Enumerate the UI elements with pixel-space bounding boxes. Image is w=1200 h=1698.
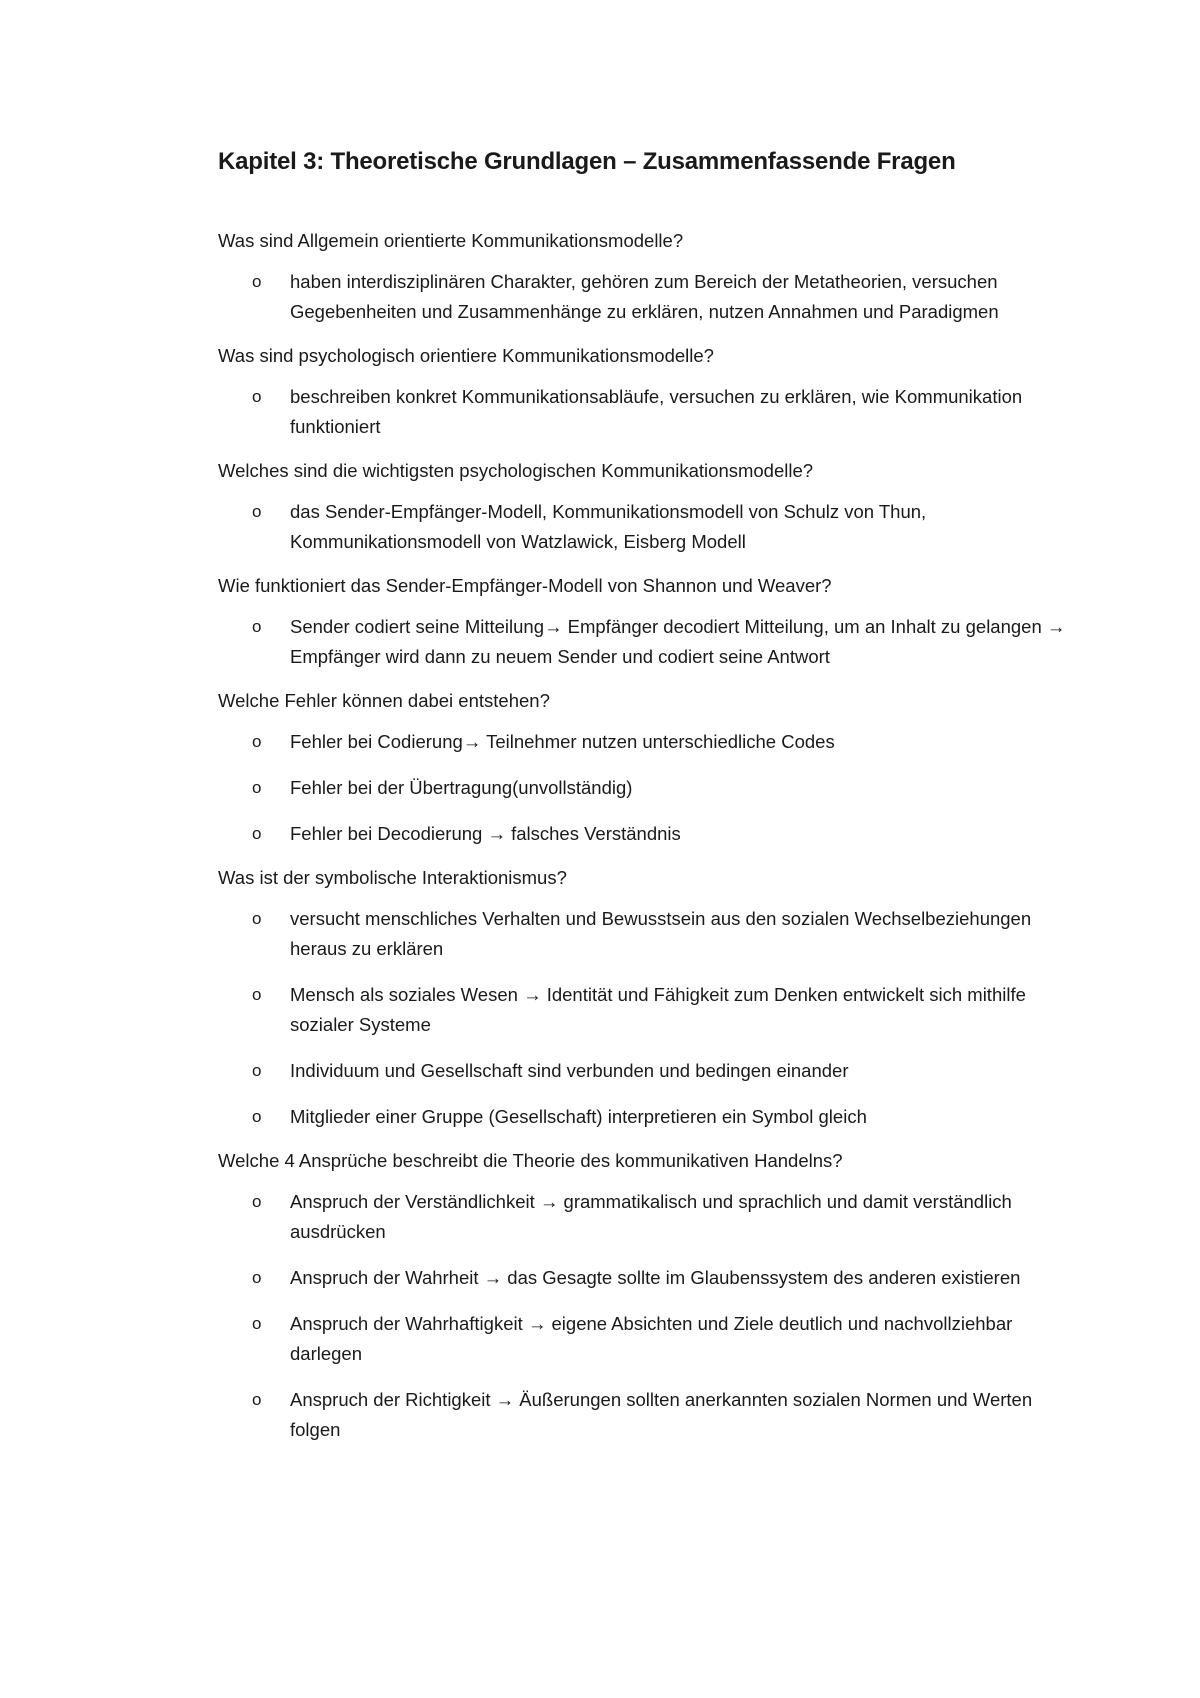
answer-item xyxy=(218,904,1078,964)
answer-text: Anspruch der Verständlichkeit → grammatikalisch und sprachlich und damit verständlich ausdrücken xyxy=(290,1191,1012,1242)
answer-text: Anspruch der Wahrhaftigkeit → eigene Absichten und Ziele deutlich und nachvollziehbar darlegen xyxy=(290,1313,1013,1364)
circle-bullet-icon: o xyxy=(252,1061,262,1080)
circle-bullet-icon: o xyxy=(252,824,262,843)
answer-item xyxy=(218,1187,1078,1247)
circle-bullet-icon: o xyxy=(252,985,262,1004)
question-list xyxy=(218,226,1078,1445)
question-text: Was sind Allgemein orientierte Kommunikationsmodelle? xyxy=(218,230,684,251)
answer-item xyxy=(218,1309,1078,1369)
answer-item xyxy=(218,819,1078,849)
document-content xyxy=(218,146,1078,1459)
answer-item xyxy=(218,1263,1078,1293)
answer-text: das Sender-Empfänger-Modell, Kommunikationsmodell von Schulz von Thun, Kommunikationsmodell von Watzlawick, Eisberg Modell xyxy=(290,501,927,552)
circle-bullet-icon: o xyxy=(252,1314,262,1333)
circle-bullet-icon: o xyxy=(252,1192,262,1211)
answer-item xyxy=(218,267,1078,327)
answer-item xyxy=(218,1385,1078,1445)
answer-item xyxy=(218,773,1078,803)
answer-text: beschreiben konkret Kommunikationsabläufe, versuchen zu erklären, wie Kommunikation funktioniert xyxy=(290,386,1023,437)
answer-list xyxy=(218,382,1078,442)
answer-text: Mitglieder einer Gruppe (Gesellschaft) interpretieren ein Symbol gleich xyxy=(290,1106,867,1127)
answer-text: Individuum und Gesellschaft sind verbunden und bedingen einander xyxy=(290,1060,849,1081)
answer-item xyxy=(218,382,1078,442)
answer-text: Sender codiert seine Mitteilung→ Empfänger decodiert Mitteilung, um an Inhalt zu gelangen → Empfänger wird dann zu neuem Sender und codiert seine Antwort xyxy=(290,616,1066,667)
answer-list xyxy=(218,497,1078,557)
answer-text: Fehler bei der Übertragung(unvollständig) xyxy=(290,777,633,798)
answer-text: Mensch als soziales Wesen → Identität und Fähigkeit zum Denken entwickelt sich mithilfe sozialer Systeme xyxy=(290,984,1026,1035)
circle-bullet-icon: o xyxy=(252,387,262,406)
answer-list xyxy=(218,727,1078,849)
circle-bullet-icon: o xyxy=(252,1107,262,1126)
question-text: Welche 4 Ansprüche beschreibt die Theorie des kommunikativen Handelns? xyxy=(218,1150,843,1171)
circle-bullet-icon: o xyxy=(252,502,262,521)
circle-bullet-icon: o xyxy=(252,272,262,291)
answer-item xyxy=(218,1102,1078,1132)
circle-bullet-icon: o xyxy=(252,1390,262,1409)
question-text: Was ist der symbolische Interaktionismus? xyxy=(218,867,567,888)
question-text: Welche Fehler können dabei entstehen? xyxy=(218,690,550,711)
answer-item xyxy=(218,1056,1078,1086)
answer-list xyxy=(218,612,1078,672)
answer-text: Anspruch der Wahrheit → das Gesagte sollte im Glaubenssystem des anderen existieren xyxy=(290,1267,1021,1288)
circle-bullet-icon: o xyxy=(252,732,262,751)
page-title: Kapitel 3: Theoretische Grundlagen – Zusammenfassende Fragen xyxy=(218,148,956,175)
answer-list xyxy=(218,1187,1078,1445)
answer-item xyxy=(218,980,1078,1040)
answer-text: Fehler bei Decodierung → falsches Verständnis xyxy=(290,823,681,844)
answer-text: haben interdisziplinären Charakter, gehören zum Bereich der Metatheorien, versuchen Gegebenheiten und Zusammenhänge zu erklären, nutzen Annahmen und Paradigmen xyxy=(290,271,999,322)
answer-text: Anspruch der Richtigkeit → Äußerungen sollten anerkannten sozialen Normen und Werten folgen xyxy=(290,1389,1033,1440)
answer-text: versucht menschliches Verhalten und Bewusstsein aus den sozialen Wechselbeziehungen heraus zu erklären xyxy=(290,908,1032,959)
answer-list xyxy=(218,904,1078,1132)
answer-item xyxy=(218,497,1078,557)
circle-bullet-icon: o xyxy=(252,909,262,928)
circle-bullet-icon: o xyxy=(252,1268,262,1287)
question-text: Was sind psychologisch orientiere Kommunikationsmodelle? xyxy=(218,345,714,366)
circle-bullet-icon: o xyxy=(252,778,262,797)
answer-item xyxy=(218,727,1078,757)
answer-item xyxy=(218,612,1078,672)
question-text: Welches sind die wichtigsten psychologischen Kommunikationsmodelle? xyxy=(218,460,814,481)
answer-text: Fehler bei Codierung→ Teilnehmer nutzen unterschiedliche Codes xyxy=(290,731,835,752)
answer-list xyxy=(218,267,1078,327)
circle-bullet-icon: o xyxy=(252,617,262,636)
question-text: Wie funktioniert das Sender-Empfänger-Modell von Shannon und Weaver? xyxy=(218,575,832,596)
